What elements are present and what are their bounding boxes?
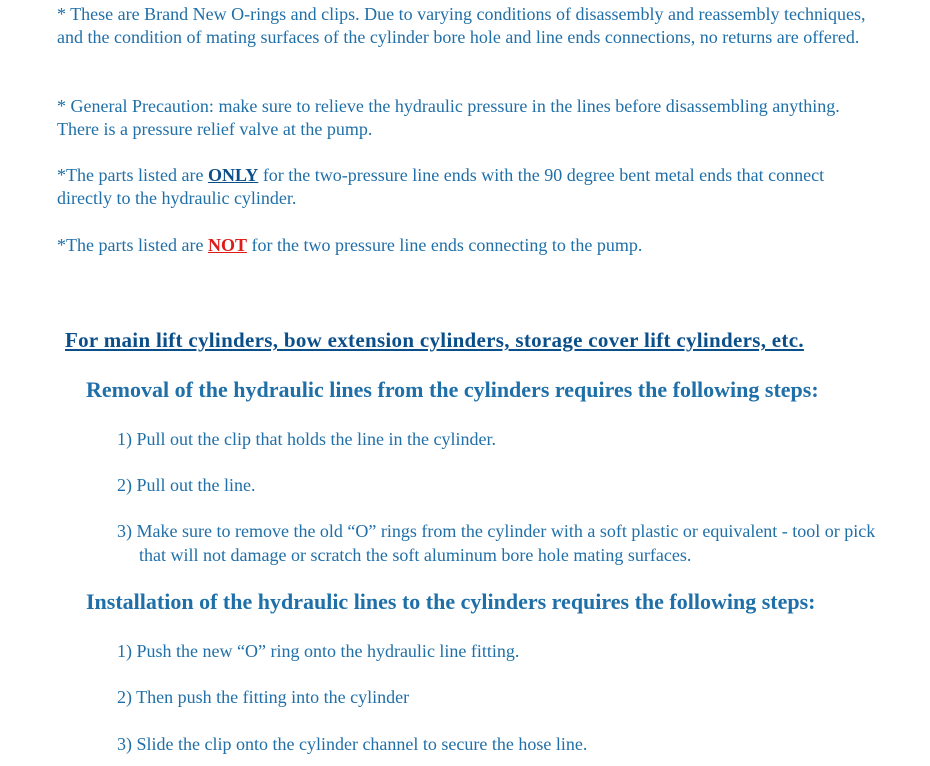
only-parts-note-before: *The parts listed are [57, 165, 208, 185]
not-parts-note-after: for the two pressure line ends connecting to the pump. [246, 235, 643, 255]
installation-step-2: 2) Then push the fitting into the cylinder [117, 687, 410, 707]
removal-step-3: 3) Make sure to remove the old “O” rings from the cylinder with a soft plastic or equivalent - tool or pick that will not damage or scratch the soft aluminum bore hole mating surfaces. [117, 521, 876, 565]
no-returns-note: * These are Brand New O-rings and clips. Due to varying conditions of disassembly and reassembly techniques, and the condition of mating surfaces of the cylinder bore hole and line ends connections, no returns are offered. [57, 4, 866, 47]
only-emphasis: ONLY [207, 165, 259, 185]
removal-title: Removal of the hydraulic lines from the cylinders requires the following steps: [86, 377, 819, 402]
only-parts-note [57, 164, 877, 210]
removal-step-2: 2) Pull out the line. [117, 475, 256, 495]
installation-step-3: 3) Slide the clip onto the cylinder channel to secure the hose line. [117, 734, 588, 754]
not-parts-note-before: *The parts listed are [57, 235, 208, 255]
pressure-precaution-note: * General Precaution: make sure to relieve the hydraulic pressure in the lines before disassembling anything. There is a pressure relief valve at the pump. [57, 96, 840, 139]
removal-step-1: 1) Pull out the clip that holds the line in the cylinder. [117, 429, 496, 449]
installation-step-1: 1) Push the new “O” ring onto the hydraulic line fitting. [117, 641, 520, 661]
not-emphasis: NOT [207, 235, 247, 255]
only-parts-note-after: for the two-pressure line ends with the 90 degree bent metal ends that connect directly to the hydraulic cylinder. [57, 165, 825, 208]
installation-title: Installation of the hydraulic lines to the cylinders requires the following steps: [86, 589, 816, 614]
cylinders-heading: For main lift cylinders, bow extension cylinders, storage cover lift cylinders, etc. [65, 328, 804, 352]
not-parts-note [57, 234, 877, 257]
